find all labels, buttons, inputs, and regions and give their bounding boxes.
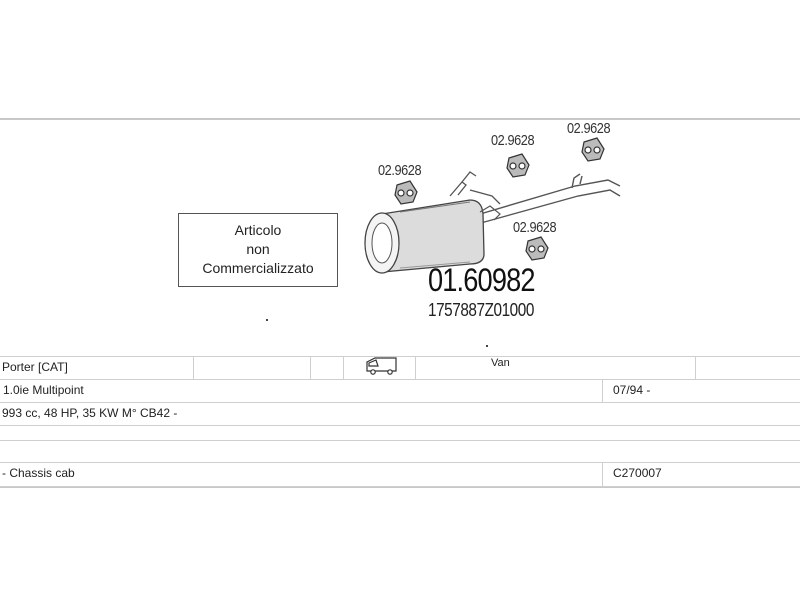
oem-part-code: 1757887Z01000 — [428, 300, 534, 320]
table-rule — [0, 440, 800, 441]
rubber-mount-4 — [526, 237, 548, 260]
table-divider — [193, 356, 194, 379]
hanger-bracket — [450, 172, 500, 204]
notice-line-3: Commercializzato — [202, 260, 314, 276]
model-cell: Porter [CAT] — [2, 360, 68, 374]
period-cell: 07/94 - — [613, 383, 651, 397]
clamp-label-1: 02.9628 — [378, 162, 422, 179]
version-cell: - Chassis cab — [2, 466, 75, 480]
notice-line-1: Articolo — [234, 222, 282, 238]
table-divider — [695, 356, 696, 379]
table-rule — [0, 402, 800, 403]
clamp-label-3: 02.9628 — [567, 120, 611, 137]
table-rule — [0, 486, 800, 487]
main-part-code: 01.60982 — [428, 262, 535, 298]
marker-dot — [266, 319, 268, 321]
table-rule — [0, 425, 800, 426]
rubber-mount-3 — [582, 138, 604, 161]
rubber-mount-2 — [507, 154, 529, 177]
van-icon — [367, 358, 396, 374]
table-divider — [602, 379, 603, 402]
marker-dot — [486, 345, 488, 347]
table-rule — [0, 356, 800, 357]
table-rule — [0, 462, 800, 463]
body-type-cell: Van — [491, 357, 510, 369]
table-divider — [602, 462, 603, 486]
engine-cell: 1.0ie Multipoint — [3, 383, 84, 397]
catalog-code-cell: C270007 — [613, 466, 662, 480]
rubber-mount-1 — [395, 181, 417, 204]
table-rule — [0, 379, 800, 380]
table-divider — [415, 356, 416, 379]
table-divider — [310, 356, 311, 379]
table-divider — [343, 356, 344, 379]
clamp-label-2: 02.9628 — [491, 132, 535, 149]
notice-line-2: non — [246, 241, 270, 257]
spec-cell: 993 cc, 48 HP, 35 KW M° CB42 - — [2, 406, 178, 420]
clamp-label-4: 02.9628 — [513, 219, 557, 236]
